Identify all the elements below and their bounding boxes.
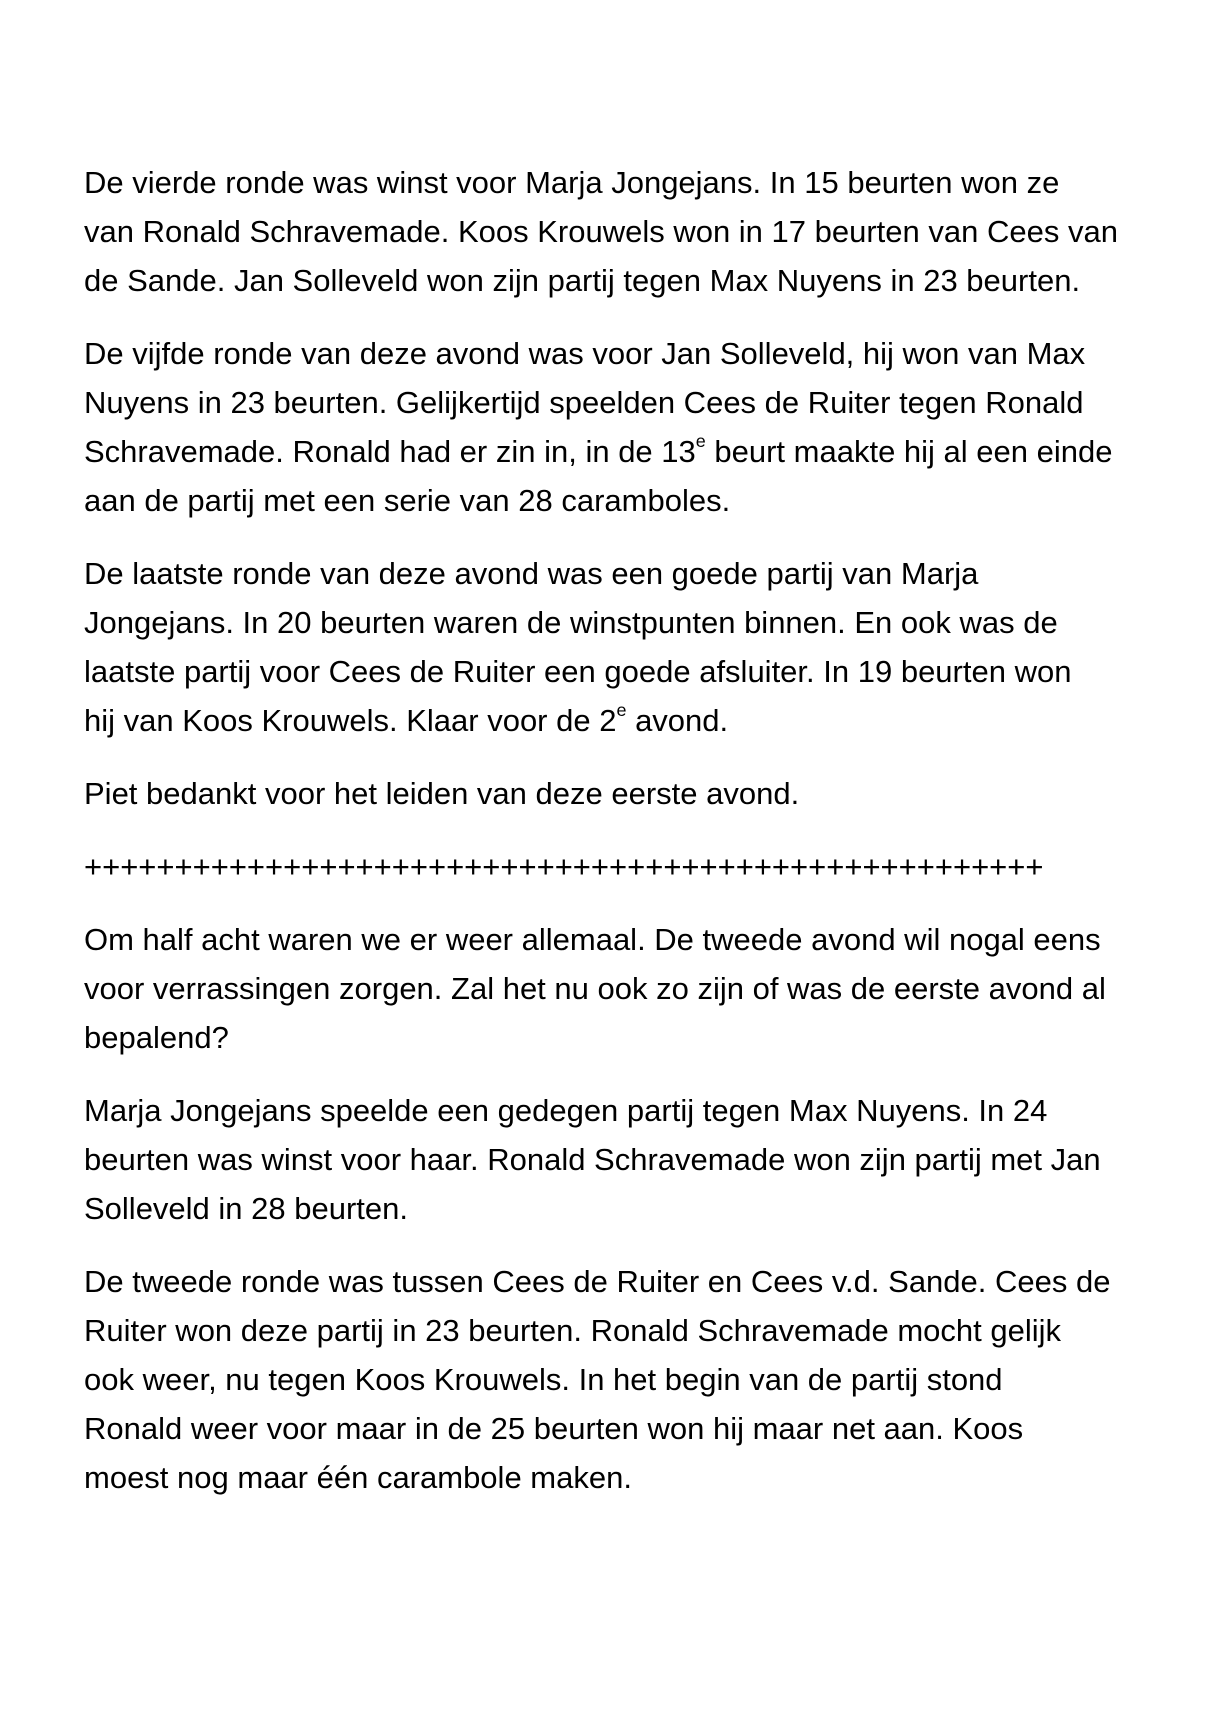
ordinal-superscript: e <box>695 431 706 452</box>
text-line: aan de partij met een serie van 28 caramboles. <box>84 483 731 518</box>
text-line: Solleveld in 28 beurten. <box>84 1191 409 1226</box>
document-body <box>84 158 1144 1526</box>
paragraph-second-round <box>84 1257 1144 1502</box>
text-segment: Schravemade. Ronald had er zin in, in de 13 <box>84 434 696 469</box>
text-line: Ronald weer voor maar in de 25 beurten won hij maar net aan. Koos <box>84 1411 1024 1446</box>
text-line: Nuyens in 23 beurten. Gelijkertijd speelden Cees de Ruiter tegen Ronald <box>84 385 1084 420</box>
text-line: van Ronald Schravemade. Koos Krouwels won in 17 beurten van Cees van <box>84 214 1118 249</box>
plus-separator: +++++++++++++++++++++++++++++++++++++++++++++++++++++ <box>84 849 1044 884</box>
text-line: beurten was winst voor haar. Ronald Schravemade won zijn partij met Jan <box>84 1142 1101 1177</box>
ordinal-superscript: e <box>616 700 627 721</box>
text-line: de Sande. Jan Solleveld won zijn partij tegen Max Nuyens in 23 beurten. <box>84 263 1081 298</box>
text-line-with-superscript <box>84 696 1144 745</box>
text-line: Piet bedankt voor het leiden van deze eerste avond. <box>84 776 800 811</box>
text-line: Om half acht waren we er weer allemaal. De tweede avond wil nogal eens <box>84 922 1101 957</box>
paragraph-thanks <box>84 769 1144 818</box>
text-line: Jongejans. In 20 beurten waren de winstpunten binnen. En ook was de <box>84 605 1058 640</box>
paragraph-last-round <box>84 549 1144 745</box>
text-line: De tweede ronde was tussen Cees de Ruiter en Cees v.d. Sande. Cees de <box>84 1264 1111 1299</box>
paragraph-second-evening-first-games <box>84 1086 1144 1233</box>
text-line: De vierde ronde was winst voor Marja Jongejans. In 15 beurten won ze <box>84 165 1060 200</box>
text-line: bepalend? <box>84 1020 229 1055</box>
text-line: ook weer, nu tegen Koos Krouwels. In het begin van de partij stond <box>84 1362 1003 1397</box>
text-line: voor verrassingen zorgen. Zal het nu ook zo zijn of was de eerste avond al <box>84 971 1106 1006</box>
paragraph-round-five <box>84 329 1144 525</box>
text-line: Ruiter won deze partij in 23 beurten. Ronald Schravemade mocht gelijk <box>84 1313 1062 1348</box>
text-line-with-superscript <box>84 427 1144 476</box>
text-segment: avond. <box>626 703 729 738</box>
text-line: Marja Jongejans speelde een gedegen partij tegen Max Nuyens. In 24 <box>84 1093 1048 1128</box>
text-line: De laatste ronde van deze avond was een goede partij van Marja <box>84 556 979 591</box>
text-line: De vijfde ronde van deze avond was voor Jan Solleveld, hij won van Max <box>84 336 1086 371</box>
text-segment: beurt maakte hij al een einde <box>705 434 1113 469</box>
text-line: laatste partij voor Cees de Ruiter een goede afsluiter. In 19 beurten won <box>84 654 1072 689</box>
paragraph-round-four <box>84 158 1144 305</box>
text-segment: hij van Koos Krouwels. Klaar voor de 2 <box>84 703 617 738</box>
paragraph-second-evening-intro <box>84 915 1144 1062</box>
text-line: moest nog maar één carambole maken. <box>84 1460 632 1495</box>
